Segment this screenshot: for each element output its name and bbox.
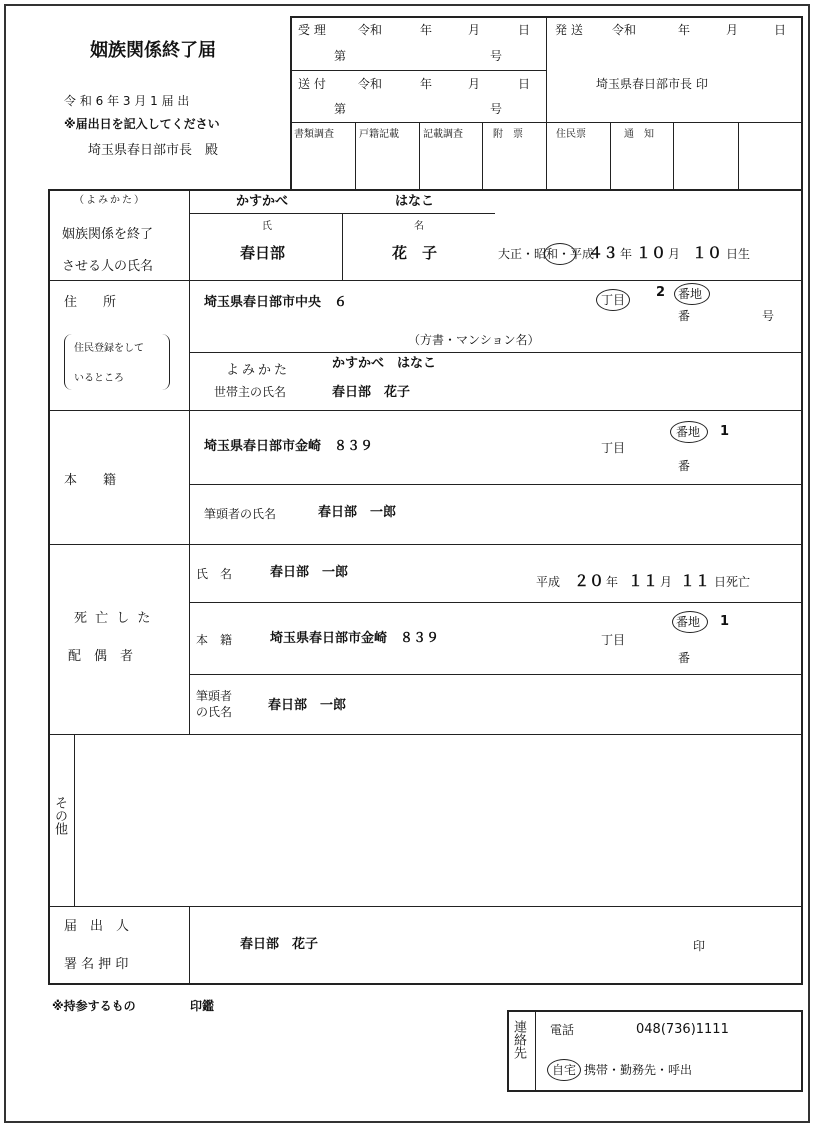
honseki-value: 埼玉県春日部市金崎 ８３９ xyxy=(204,439,374,454)
check-5: 住民票 xyxy=(556,129,586,140)
person-yomikata-label: （よみかた） xyxy=(74,195,146,206)
applicant-seal: 印 xyxy=(693,939,706,953)
banchi-circle xyxy=(674,283,710,305)
phone-label: 電話 xyxy=(550,1023,575,1037)
spouse-banchi-circle xyxy=(672,611,708,633)
address-label: 住 所 xyxy=(64,295,117,310)
address-value: 埼玉県春日部市中央 ６ xyxy=(204,295,348,310)
person-label-1: 姻族関係を終了 xyxy=(62,227,154,242)
era-circle xyxy=(544,243,576,265)
hh-yomikata-label: よみかた xyxy=(226,363,291,378)
applicant-label-2: 署 名 押 印 xyxy=(64,957,129,972)
check-1: 書類調査 xyxy=(294,129,334,140)
honseki-chome: 丁目 xyxy=(601,441,626,455)
shi-label: 氏 xyxy=(262,221,272,232)
received-era: 令和 xyxy=(358,23,383,37)
honseki-banchi: 番地 xyxy=(676,425,701,439)
contact-options: 携帯・勤務先・呼出 xyxy=(584,1063,693,1077)
person-family-name: 春日部 xyxy=(240,244,286,262)
spouse-label-1: 死 亡 し た xyxy=(74,611,153,626)
person-label-2: させる人の氏名 xyxy=(62,259,154,274)
spouse-label-2: 配 偶 者 xyxy=(68,649,134,664)
person-kana-family: かすかべ xyxy=(236,194,289,209)
address-go: 号 xyxy=(762,309,775,323)
spouse-head-name: 春日部 一郎 xyxy=(268,698,347,713)
honseki-banchi-num: 1 xyxy=(720,424,730,439)
received-go: 号 xyxy=(490,49,503,63)
other-label: その他 xyxy=(52,796,67,835)
other-field[interactable] xyxy=(76,736,801,905)
person-given-name: 花 子 xyxy=(392,244,438,262)
birth-hisei: 日生 xyxy=(726,247,751,261)
sent-month: 月 xyxy=(468,77,481,91)
bring-item: 印鑑 xyxy=(190,999,215,1013)
home-circle xyxy=(547,1059,581,1081)
death-hishibo: 日死亡 xyxy=(714,575,751,589)
honseki-banchi-circle xyxy=(670,421,708,443)
death-year: ２０ xyxy=(574,572,605,590)
submission-date: 令 和 6 年 3 月 1 届 出 xyxy=(64,94,190,108)
sent-label: 送 付 xyxy=(298,77,326,91)
check-3: 記載調査 xyxy=(423,129,463,140)
person-kana-given: はなこ xyxy=(395,194,435,209)
received-dai: 第 xyxy=(334,49,347,63)
contact-label: 連絡先 xyxy=(511,1020,526,1059)
honseki-label: 本 籍 xyxy=(64,473,117,488)
address-banchi: 番地 xyxy=(678,287,703,301)
addressee: 埼玉県春日部市長 殿 xyxy=(88,143,219,158)
hh-label: 世帯主の氏名 xyxy=(214,385,287,399)
applicant-label-1: 届 出 人 xyxy=(64,919,130,934)
death-tsuki: 月 xyxy=(660,575,673,589)
spouse-honseki-value: 埼玉県春日部市金崎 ８３９ xyxy=(270,631,440,646)
address-sub-1: 住民登録をして xyxy=(74,343,144,354)
birth-year: ４３ xyxy=(588,244,619,262)
dispatch-label: 発 送 xyxy=(555,23,583,37)
honseki-ban: 番 xyxy=(678,459,691,473)
dispatch-day: 日 xyxy=(774,23,787,37)
birth-nen: 年 xyxy=(620,247,633,261)
sent-go: 号 xyxy=(490,102,503,116)
bring-label: ※持参するもの xyxy=(52,999,136,1013)
birth-tsuki: 月 xyxy=(668,247,681,261)
check-4: 附 票 xyxy=(493,129,523,140)
form-title: 姻族関係終了届 xyxy=(90,40,216,61)
death-day: １１ xyxy=(680,572,711,590)
spouse-chome: 丁目 xyxy=(601,633,626,647)
address-ban: 番 xyxy=(678,309,691,323)
spouse-ban: 番 xyxy=(678,651,691,665)
death-era: 平成 xyxy=(536,575,561,589)
birth-month: １０ xyxy=(636,244,667,262)
spouse-name-label: 氏 名 xyxy=(196,567,233,581)
applicant-name: 春日部 花子 xyxy=(240,937,319,952)
check-2: 戸籍記載 xyxy=(359,129,399,140)
honseki-head-name: 春日部 一郎 xyxy=(318,505,397,520)
spouse-banchi: 番地 xyxy=(676,615,701,629)
phone-number: 048(736)1111 xyxy=(636,1022,729,1037)
received-month: 月 xyxy=(468,23,481,37)
check-6: 通 知 xyxy=(624,129,654,140)
death-nen: 年 xyxy=(606,575,619,589)
chome-circle xyxy=(596,289,630,311)
birth-day: １０ xyxy=(692,244,723,262)
hh-kana: かすかべ はなこ xyxy=(332,356,437,371)
sent-dai: 第 xyxy=(334,102,347,116)
spouse-honseki-label: 本 籍 xyxy=(196,633,233,647)
spouse-head-label-1: 筆頭者 xyxy=(196,689,233,703)
mayor-seal: 埼玉県春日部市長 印 xyxy=(596,77,708,91)
spouse-head-label-2: の氏名 xyxy=(196,705,233,719)
received-day: 日 xyxy=(518,23,531,37)
dispatch-year: 年 xyxy=(678,23,691,37)
spouse-name: 春日部 一郎 xyxy=(270,565,349,580)
received-year: 年 xyxy=(420,23,433,37)
date-note: ※届出日を記入してください xyxy=(64,117,220,131)
dispatch-era: 令和 xyxy=(612,23,637,37)
address-sub-2: いるところ xyxy=(74,373,124,384)
contact-home: 自宅 xyxy=(552,1063,577,1077)
death-month: １１ xyxy=(628,572,659,590)
mei-label: 名 xyxy=(414,221,424,232)
sent-year: 年 xyxy=(420,77,433,91)
address-chome-num: 2 xyxy=(656,285,666,300)
address-chome: 丁目 xyxy=(601,293,626,307)
spouse-banchi-num: 1 xyxy=(720,614,730,629)
hh-name: 春日部 花子 xyxy=(332,385,411,400)
person-era-choices: 大正・昭和・平成 xyxy=(498,247,595,261)
honseki-head-label: 筆頭者の氏名 xyxy=(204,507,277,521)
sent-era: 令和 xyxy=(358,77,383,91)
building-note: （方書・マンション名） xyxy=(408,333,540,347)
dispatch-month: 月 xyxy=(726,23,739,37)
received-label: 受 理 xyxy=(298,23,326,37)
sent-day: 日 xyxy=(518,77,531,91)
